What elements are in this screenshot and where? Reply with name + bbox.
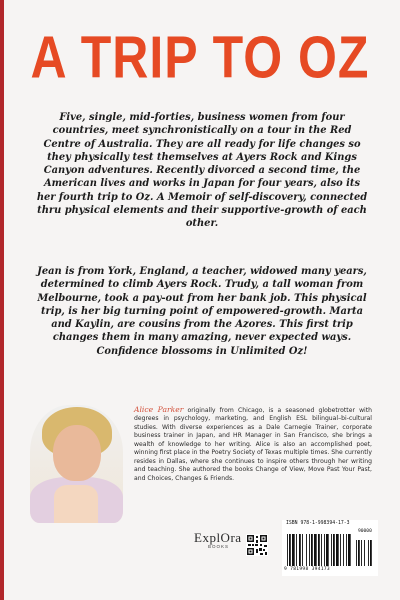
blurb-paragraph-2: Jean is from York, England, a teacher, widowed many years, determined to climb Ayers Rock. Trudy, a tall woman from Melbourne, took a pay-out from her bank job. This physical trip, is her big turning point of empowered-growth. Marta and Kaylin, are cousins from the Azores. This first trip changes them in many amazing, never expected ways. Confidence blossoms in Unlimited Oz! [37, 266, 367, 357]
price-code: 90000 [358, 529, 372, 534]
isbn-label: ISBN 978-1-998394-17-3 [286, 521, 350, 526]
author-name: Alice Parker [134, 405, 184, 414]
publisher-logo [194, 530, 254, 560]
barcode-digits: 9 781998 394173 [284, 567, 330, 572]
qr-code-icon [246, 534, 268, 556]
barcode-icon [286, 534, 374, 566]
blurb-paragraph-1: Five, single, mid-forties, business women from four countries, meet synchronistically on a tour in the Red Centre of Australia. They are all ready for life changes so they physically test themselves at Ayers Rock and Kings Canyon adventures. Recently divorced a second time, the American lives and works in Japan for four years, also its her fourth trip to Oz. A Memoir of self-discovery, connected thru physical elements and their supportive-growth of each other. [36, 112, 368, 230]
publisher-logo-sub: BOOKS [208, 544, 230, 549]
book-title: A TRIP TO OZ [30, 24, 370, 91]
spine-edge [0, 0, 4, 600]
publisher-logo-text: ExplOra [194, 530, 242, 545]
author-photo [30, 405, 123, 523]
author-bio [134, 406, 372, 483]
author-bio-text: originally from Chicago, is a seasoned globetrotter with degrees in psychology, marketing, and English ESL bilingual–bi-cultural studies. With diverse experiences as a Dale Carnegie Trainer, corporate business trainer in Japan, and HR Manager in San Francisco, she brings a wealth of knowledge to her writing. Alice is also an accomplished poet, winning first place in the Poetry Society of Texas multiple times. She currently resides in Dallas, where she continues to inspire others through her writing and teaching. She authored the books Change of View, Move Past Your Past, and Choices, Changes & Friends. [134, 407, 372, 482]
